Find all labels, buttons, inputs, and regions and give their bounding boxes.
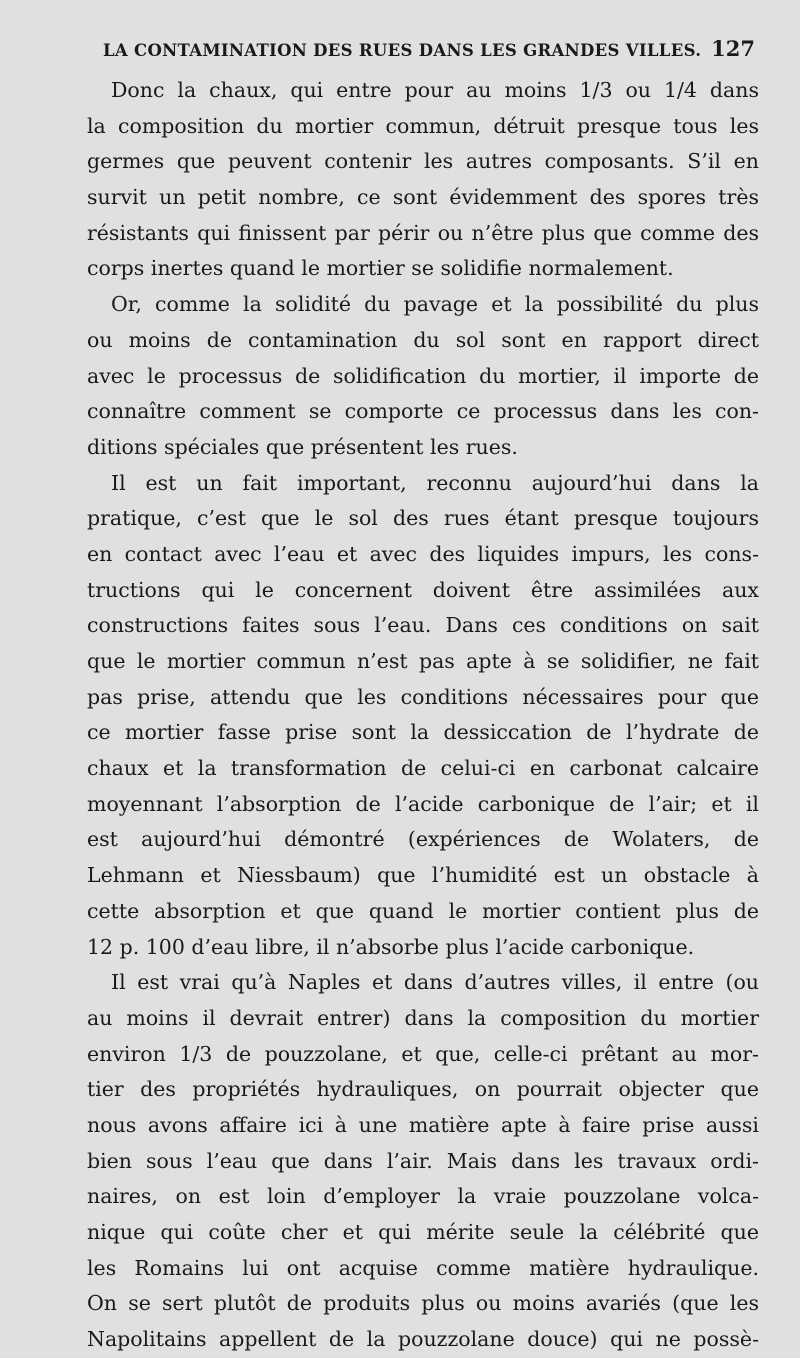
text-line: corps inertes quand le mortier se solidifie normalement.	[87, 256, 674, 281]
paragraph	[87, 73, 759, 287]
paragraph	[87, 287, 759, 465]
body-text	[87, 73, 759, 1358]
text-line: est aujourd’hui démontré (expériences de Wolaters, de	[87, 827, 759, 852]
text-line: Il est vrai qu’à Naples et dans d’autres villes, il entre (ou	[111, 970, 759, 995]
text-line: naires, on est loin d’employer la vraie pouzzolane volca-	[87, 1184, 759, 1209]
text-line: cette absorption et que quand le mortier contient plus de	[87, 898, 759, 923]
text-line: connaître comment se comporte ce processus dans les con-	[87, 399, 759, 424]
running-title: LA CONTAMINATION DES RUES DANS LES GRANDES VILLES.	[103, 41, 702, 60]
text-line: tructions qui le concernent doivent être assimilées aux	[87, 577, 759, 602]
text-line: constructions faites sous l’eau. Dans ces conditions on sait	[87, 613, 759, 638]
paragraph	[87, 466, 759, 966]
text-line: moyennant l’absorption de l’acide carbonique de l’air; et il	[87, 791, 759, 816]
text-line: résistants qui finissent par périr ou n’être plus que comme des	[87, 220, 759, 245]
text-line: Il est un fait important, reconnu aujourd’hui dans la	[111, 470, 759, 495]
text-line: Napolitains appellent de la pouzzolane douce) qui ne possè-	[87, 1327, 759, 1352]
paragraph	[87, 965, 759, 1358]
text-line: survit un petit nombre, ce sont évidemment des spores très	[87, 185, 759, 210]
text-line: que le mortier commun n’est pas apte à se solidifier, ne fait	[87, 649, 759, 673]
text-line: nique qui coûte cher et qui mérite seule la célébrité que	[87, 1220, 759, 1244]
text-line: tier des propriétés hydrauliques, on pourrait objecter que	[87, 1077, 759, 1102]
text-line: avec le processus de solidification du mortier, il importe de	[87, 363, 759, 388]
text-line: Donc la chaux, qui entre pour au moins 1/3 ou 1/4 dans	[111, 78, 759, 102]
text-line: Or, comme la solidité du pavage et la possibilité du plus	[111, 292, 759, 317]
text-line: nous avons affaire ici à une matière apte à faire prise aussi	[87, 1112, 759, 1137]
text-line: Lehmann et Niessbaum) que l’humidité est un obstacle à	[87, 863, 759, 888]
text-line: ce mortier fasse prise sont la dessiccation de l’hydrate de	[87, 720, 759, 745]
text-line: ou moins de contamination du sol sont en rapport direct	[87, 327, 759, 352]
running-head	[103, 36, 755, 62]
text-line: au moins il devrait entrer) dans la composition du mortier	[87, 1005, 759, 1030]
text-line: environ 1/3 de pouzzolane, et que, celle-ci prêtant au mor-	[87, 1041, 759, 1066]
text-line: les Romains lui ont acquise comme matière hydraulique.	[87, 1255, 759, 1280]
text-line: germes que peuvent contenir les autres composants. S’il en	[87, 149, 759, 174]
text-line: pratique, c’est que le sol des rues étant presque toujours	[87, 506, 759, 531]
text-line: pas prise, attendu que les conditions nécessaires pour que	[87, 684, 759, 709]
text-line: ditions spéciales que présentent les rues.	[87, 434, 518, 459]
text-line: 12 p. 100 d’eau libre, il n’absorbe plus l’acide carbonique.	[87, 934, 695, 959]
text-line: en contact avec l’eau et avec des liquides impurs, les cons-	[87, 541, 759, 566]
text-line: bien sous l’eau que dans l’air. Mais dans les travaux ordi-	[87, 1148, 759, 1173]
text-line: chaux et la transformation de celui-ci en carbonat calcaire	[87, 756, 759, 781]
text-line: la composition du mortier commun, détruit presque tous les	[87, 113, 759, 138]
page-number: 127	[711, 36, 755, 61]
text-line: On se sert plutôt de produits plus ou moins avariés (que les	[87, 1291, 759, 1316]
